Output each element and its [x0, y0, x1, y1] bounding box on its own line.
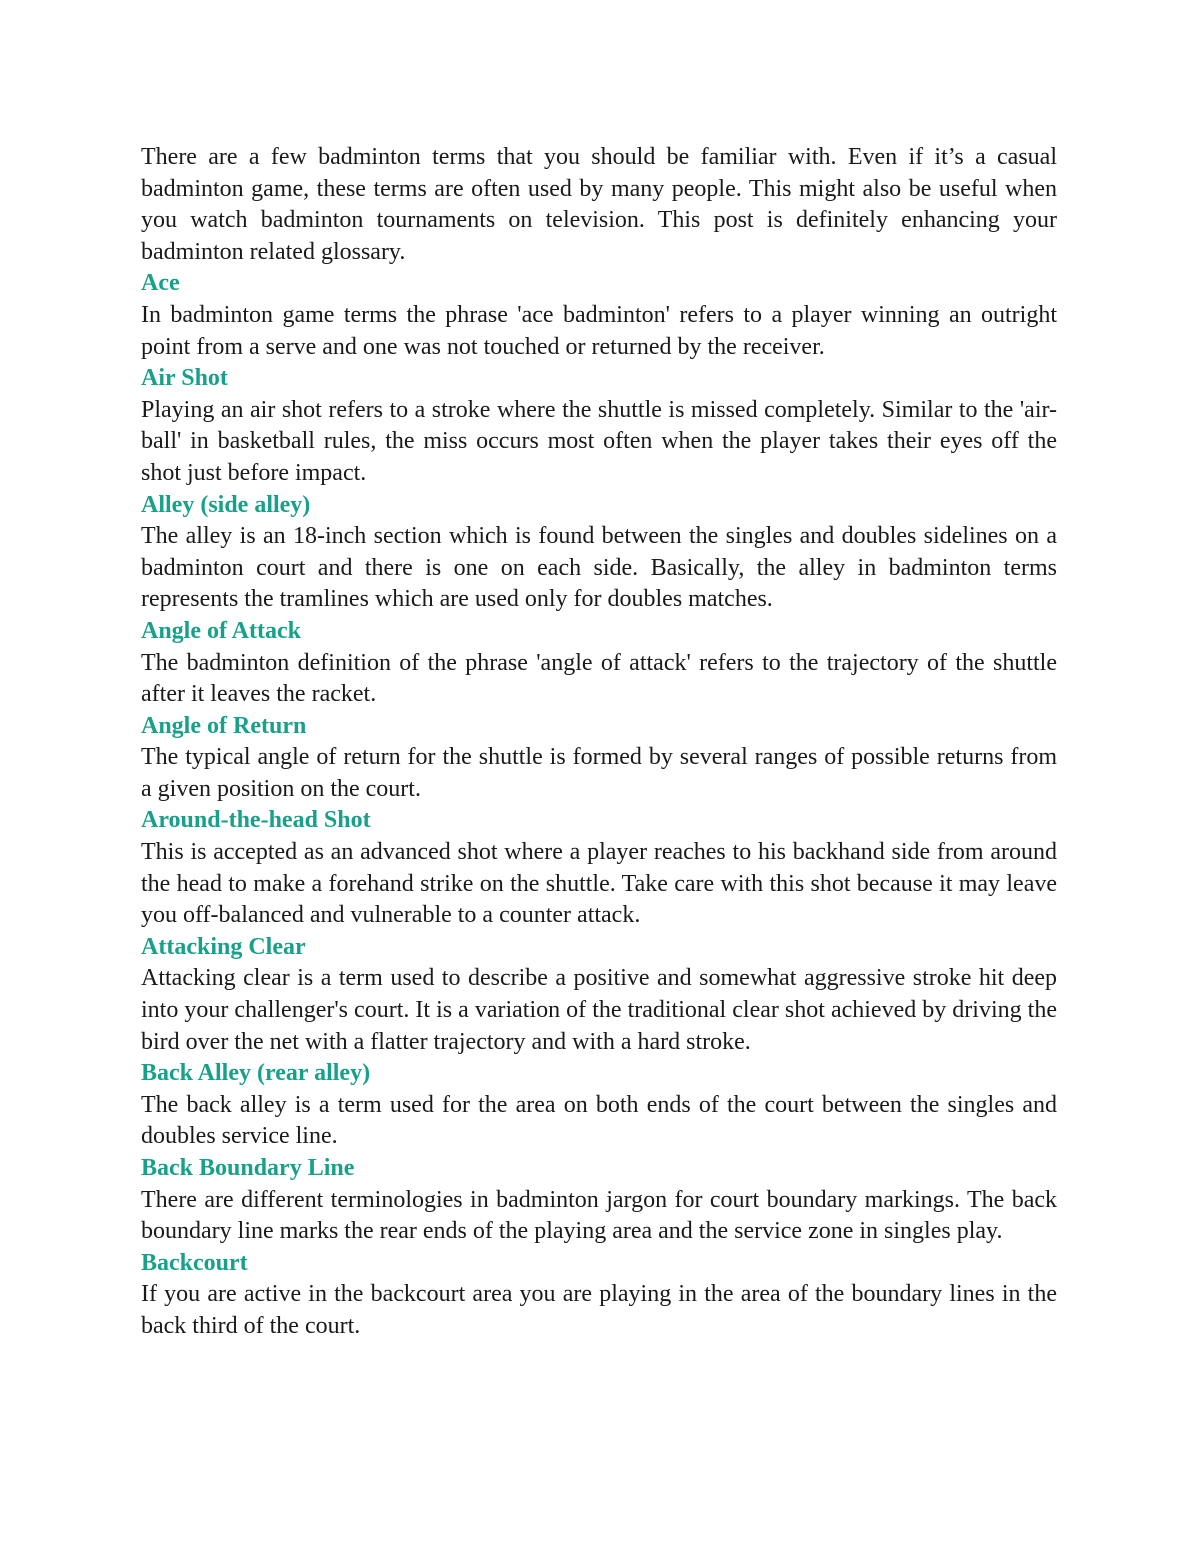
glossary-entry — [141, 616, 1057, 711]
term-heading: Around-the-head Shot — [141, 807, 371, 834]
term-heading: Angle of Return — [141, 712, 307, 739]
term-heading: Back Alley (rear alley) — [141, 1060, 371, 1087]
glossary-entry — [141, 1248, 1057, 1343]
document-page — [141, 142, 1057, 1343]
term-definition: The badminton definition of the phrase 'angle of attack' refers to the trajectory of the shuttle after it leaves the racket. — [141, 649, 1057, 708]
term-definition: Attacking clear is a term used to describe a positive and somewhat aggressive stroke hit deep into your challenger's court. It is a variation of the traditional clear shot achieved by driving the bird over the net with a flatter trajectory and with a hard stroke. — [141, 965, 1057, 1055]
term-heading: Angle of Attack — [141, 617, 301, 644]
term-definition: In badminton game terms the phrase 'ace badminton' refers to a player winning an outright point from a serve and one was not touched or returned by the receiver. — [141, 301, 1057, 360]
glossary-entry — [141, 268, 1057, 363]
term-heading: Backcourt — [141, 1249, 248, 1276]
term-definition: The alley is an 18-inch section which is found between the singles and doubles sidelines on a badminton court and there is one on each side. Basically, the alley in badminton terms represents the tramlines which are used only for doubles matches. — [141, 523, 1057, 613]
glossary-entry — [141, 363, 1057, 489]
intro-paragraph: There are a few badminton terms that you should be familiar with. Even if it’s a casual badminton game, these terms are often used by many people. This might also be useful when you watch badminton tournaments on television. This post is definitely enhancing your badminton related glossary. — [141, 144, 1057, 265]
term-definition: Playing an air shot refers to a stroke where the shuttle is missed completely. Similar to the 'air-ball' in basketball rules, the miss occurs most often when the player takes their eyes off the shot just before impact. — [141, 396, 1057, 486]
term-heading: Ace — [141, 270, 180, 297]
term-definition: The back alley is a term used for the area on both ends of the court between the singles and doubles service line. — [141, 1091, 1057, 1150]
term-definition: This is accepted as an advanced shot where a player reaches to his backhand side from around the head to make a forehand strike on the shuttle. Take care with this shot because it may leave you off-balanced and vulnerable to a counter attack. — [141, 839, 1057, 929]
term-heading: Back Boundary Line — [141, 1155, 355, 1181]
term-heading: Attacking Clear — [141, 933, 306, 960]
glossary-entry — [141, 490, 1057, 616]
term-definition: If you are active in the backcourt area you are playing in the area of the boundary lines in the back third of the court. — [141, 1281, 1057, 1339]
glossary-entry — [141, 1058, 1057, 1153]
glossary-entry — [141, 805, 1057, 931]
term-heading: Alley (side alley) — [141, 491, 311, 518]
term-heading: Air Shot — [141, 365, 228, 392]
glossary-entry — [141, 711, 1057, 806]
glossary-entry — [141, 932, 1057, 1058]
glossary-entry — [141, 1153, 1057, 1248]
term-definition: There are different terminologies in badminton jargon for court boundary markings. The back boundary line marks the rear ends of the playing area and the service zone in singles play. — [141, 1186, 1057, 1245]
term-definition: The typical angle of return for the shuttle is formed by several ranges of possible returns from a given position on the court. — [141, 744, 1057, 802]
